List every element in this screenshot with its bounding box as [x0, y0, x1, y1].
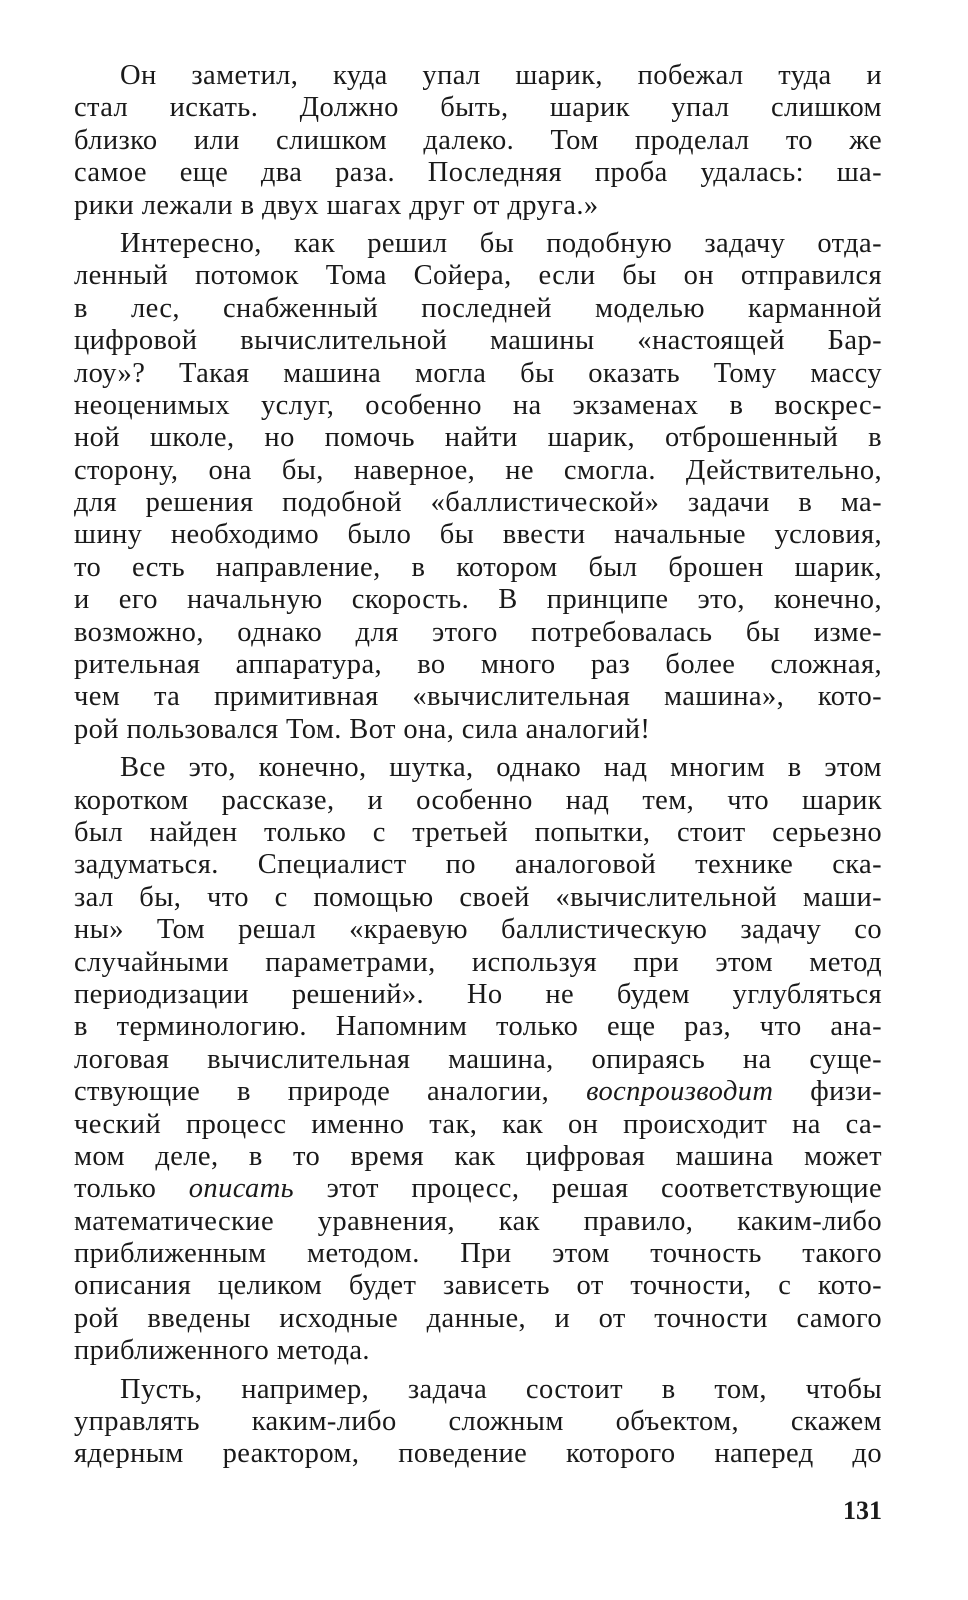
text-line-with-italic: ствующие в природе аналогии, воспроизводит физи-	[74, 1076, 882, 1108]
text-line: ны» Том решал «краевую баллистическую задачу со	[74, 914, 882, 946]
text-line: рики лежали в двух шагах друг от друга.»	[74, 189, 599, 221]
text-line: задуматься. Специалист по аналоговой технике ска-	[74, 849, 882, 881]
text-line: Интересно, как решил бы подобную задачу отда-	[120, 227, 882, 259]
text-line: лоу»? Такая машина могла бы оказать Тому массу	[74, 357, 882, 389]
text-line: приближенным методом. При этом точность такого	[74, 1238, 882, 1270]
italic-emphasis: описать	[188, 1173, 295, 1205]
text-line: Все это, конечно, шутка, однако над многим в этом	[120, 752, 882, 784]
paragraph-3	[74, 752, 882, 1367]
text-line: приближенного метода.	[74, 1335, 370, 1367]
text-line-with-italic: только описать этот процесс, решая соответствующие	[74, 1173, 883, 1205]
page-number: 131	[843, 1496, 882, 1525]
text-line: возможно, однако для этого потребовалась бы изме-	[74, 616, 882, 648]
text-line: то есть направление, в котором был брошен шарик,	[74, 551, 882, 583]
paragraph-2	[74, 228, 882, 746]
text-line: Он заметил, куда упал шарик, побежал туда и	[120, 60, 882, 91]
text-line: управлять каким-либо сложным объектом, скажем	[74, 1406, 882, 1438]
paragraph-4	[74, 1374, 882, 1471]
text-line: был найден только с третьей попытки, стоит серьезно	[74, 816, 882, 848]
text-line: самое еще два раза. Последняя проба удалась: ша-	[74, 157, 882, 189]
text-line: цифровой вычислительной машины «настоящей Бар-	[74, 325, 882, 357]
text-line: описания целиком будет зависеть от точности, с кото-	[74, 1270, 882, 1302]
text-line: ческий процесс именно так, как он происходит на са-	[74, 1108, 882, 1140]
italic-emphasis: воспроизводит	[586, 1076, 774, 1108]
text-line: коротком рассказе, и особенно над тем, что шарик	[74, 784, 882, 816]
text-line: логовая вычислительная машина, опираясь на суще-	[74, 1043, 882, 1075]
text-line: чем та примитивная «вычислительная машина», кото-	[74, 681, 882, 713]
text-line: неоценимых услуг, особенно на экзаменах в воскрес-	[74, 389, 882, 421]
text-line: сторону, она бы, наверное, не смогла. Действительно,	[74, 454, 882, 486]
text-line: в лес, снабженный последней моделью карманной	[74, 292, 882, 324]
text-line: случайными параметрами, используя при этом метод	[74, 946, 882, 978]
text-line: периодизации решений». Но не будем углубляться	[74, 978, 882, 1010]
text-line: в терминологию. Напомним только еще раз, что ана-	[74, 1011, 882, 1043]
text-line: ядерным реактором, поведение которого наперед до	[74, 1438, 882, 1470]
text-line: ленный потомок Тома Сойера, если бы он отправился	[74, 260, 882, 292]
text-line: рой введены исходные данные, и от точности самого	[74, 1302, 882, 1334]
text-line: рой пользовался Том. Вот она, сила аналогий!	[74, 713, 651, 745]
text-line: близко или слишком далеко. Том проделал то же	[74, 124, 882, 156]
paragraph-1	[74, 60, 882, 222]
text-line: рительная аппаратура, во много раз более сложная,	[74, 649, 882, 681]
text-line: ной школе, но помочь найти шарик, отброшенный в	[74, 422, 882, 454]
text-line: математические уравнения, как правило, каким-либо	[74, 1205, 882, 1237]
text-line: мом деле, в то время как цифровая машина может	[74, 1140, 882, 1172]
text-line: зал бы, что с помощью своей «вычислительной маши-	[74, 881, 882, 913]
book-page-text	[74, 60, 882, 1471]
text-line: и его начальную скорость. В принципе это, конечно,	[74, 584, 882, 616]
text-line: для решения подобной «баллистической» задачи в ма-	[74, 487, 882, 519]
text-line: стал искать. Должно быть, шарик упал слишком	[74, 92, 882, 124]
text-line: шину необходимо было бы ввести начальные условия,	[74, 519, 882, 551]
text-line: Пусть, например, задача состоит в том, чтобы	[120, 1373, 882, 1405]
